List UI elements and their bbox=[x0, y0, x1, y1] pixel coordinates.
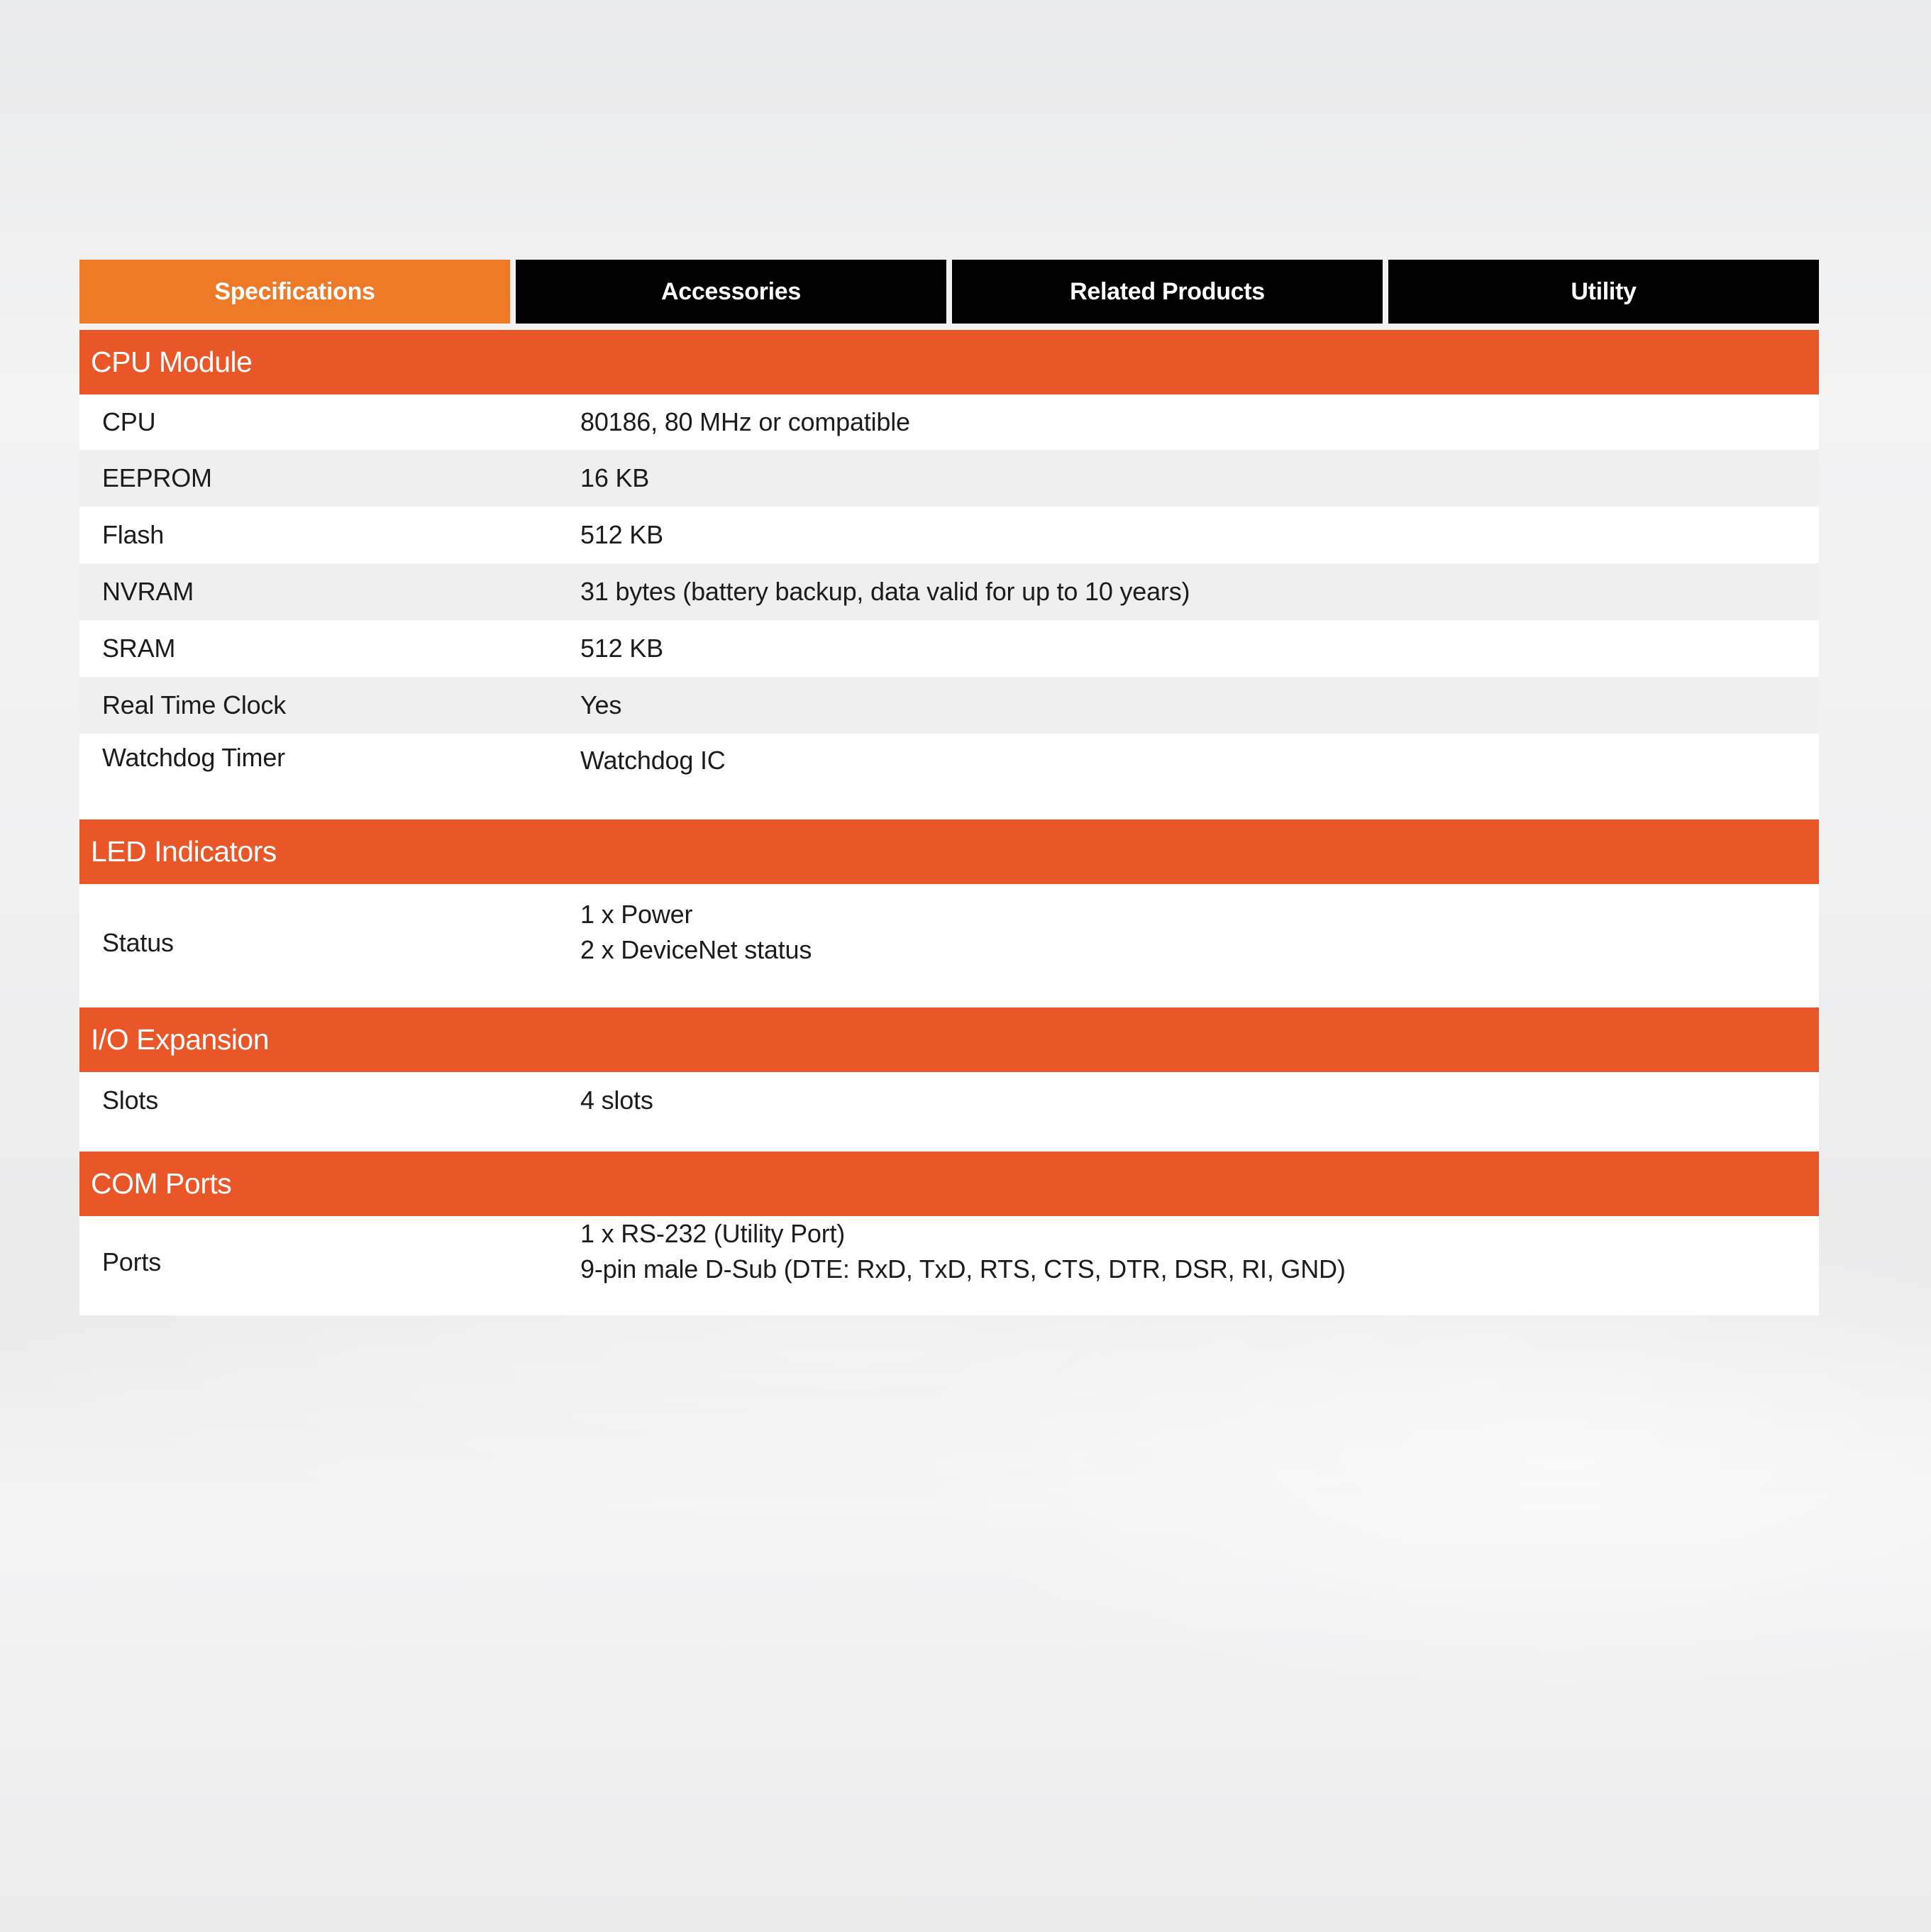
spec-row bbox=[79, 677, 1819, 734]
spec-row bbox=[79, 1072, 1819, 1129]
section-spacer bbox=[79, 790, 1819, 819]
section-spacer bbox=[79, 1129, 1819, 1152]
spec-row bbox=[79, 394, 1819, 450]
spec-value: 80186, 80 MHz or compatible bbox=[580, 407, 910, 436]
spec-label: SRAM bbox=[102, 634, 176, 663]
spec-label: EEPROM bbox=[102, 463, 212, 492]
section-cpu-module bbox=[79, 330, 1819, 819]
spec-label: NVRAM bbox=[102, 577, 194, 606]
section-led-indicators bbox=[79, 819, 1819, 1008]
spec-value: 4 slots bbox=[580, 1086, 653, 1115]
spec-value bbox=[580, 884, 1819, 968]
spec-value: 512 KB bbox=[580, 520, 663, 549]
spec-label: CPU bbox=[102, 407, 156, 436]
spec-label: Flash bbox=[102, 520, 165, 549]
section-title: I/O Expansion bbox=[79, 1008, 1819, 1072]
spec-value-line: 1 x RS-232 (Utility Port) bbox=[580, 1219, 846, 1248]
section-title: COM Ports bbox=[79, 1152, 1819, 1216]
tab-specifications[interactable]: Specifications bbox=[79, 260, 510, 324]
spec-value: 16 KB bbox=[580, 463, 650, 492]
spec-value bbox=[580, 1216, 1819, 1287]
spec-row bbox=[79, 620, 1819, 677]
spec-row bbox=[79, 450, 1819, 507]
section-title: CPU Module bbox=[79, 330, 1819, 394]
spec-rows bbox=[79, 1072, 1819, 1152]
tab-utility[interactable]: Utility bbox=[1388, 260, 1819, 324]
spec-row bbox=[79, 563, 1819, 620]
spec-value: 31 bytes (battery backup, data valid for up to 10 years) bbox=[580, 577, 1190, 606]
spec-value: Watchdog IC bbox=[580, 746, 726, 775]
section-io-expansion bbox=[79, 1008, 1819, 1152]
spec-label: Status bbox=[102, 928, 174, 957]
spec-label: Real Time Clock bbox=[102, 690, 287, 719]
spec-rows bbox=[79, 1216, 1819, 1315]
section-title: LED Indicators bbox=[79, 819, 1819, 884]
spec-row bbox=[79, 884, 1819, 1008]
spec-value-line: 2 x DeviceNet status bbox=[580, 935, 812, 964]
spec-panel bbox=[79, 260, 1819, 1315]
tab-related-products[interactable]: Related Products bbox=[952, 260, 1383, 324]
tab-accessories[interactable]: Accessories bbox=[516, 260, 946, 324]
spec-value: 512 KB bbox=[580, 634, 663, 663]
spec-label: Watchdog Timer bbox=[102, 743, 285, 772]
spec-label: Slots bbox=[102, 1086, 159, 1115]
spec-rows bbox=[79, 884, 1819, 1008]
section-com-ports bbox=[79, 1152, 1819, 1315]
spec-value-line: 1 x Power bbox=[580, 900, 693, 929]
tab-bar bbox=[79, 260, 1819, 324]
spec-value: Yes bbox=[580, 690, 622, 719]
spec-row bbox=[79, 1216, 1819, 1315]
spec-row bbox=[79, 734, 1819, 790]
spec-label: Ports bbox=[102, 1247, 162, 1276]
spec-value-line: 9-pin male D-Sub (DTE: RxD, TxD, RTS, CTS, DTR, DSR, RI, GND) bbox=[580, 1254, 1346, 1284]
spec-row bbox=[79, 507, 1819, 563]
spec-rows bbox=[79, 394, 1819, 819]
